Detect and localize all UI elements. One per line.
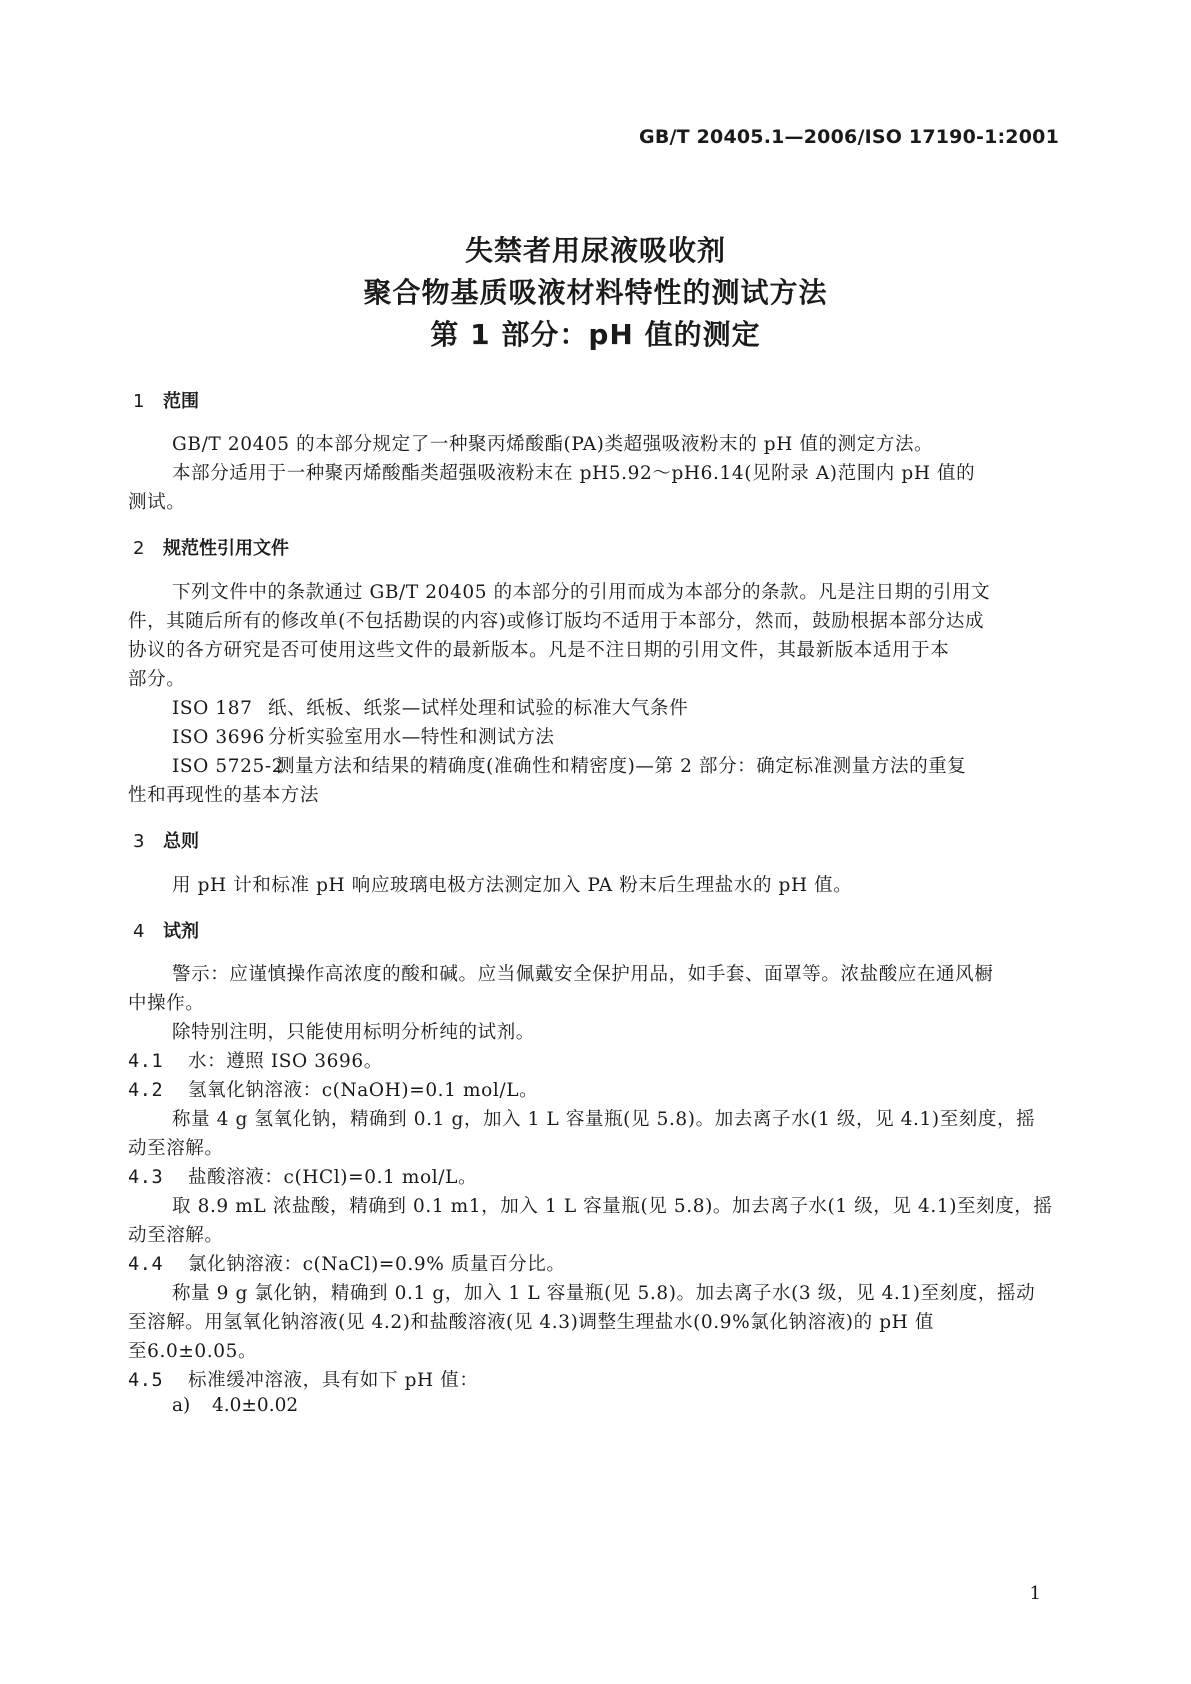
section-title: 总则: [163, 831, 199, 852]
subsection-text: 氢氧化钠溶液：c(NaOH)=0.1 mol/L。: [188, 1080, 539, 1101]
paragraph-line: 性和再现性的基本方法: [128, 785, 320, 806]
paragraph-line: 测试。: [128, 492, 186, 513]
title-line-3: 第 1 部分：pH 值的测定: [430, 318, 761, 351]
reference-code: ISO 3696: [172, 727, 265, 748]
paragraph-line: 至溶解。用氢氧化钠溶液(见 4.2)和盐酸溶液(见 4.3)调整生理盐水(0.9%氯化钠溶液)的 pH 值: [128, 1312, 934, 1333]
paragraph-line: 动至溶解。: [128, 1225, 224, 1246]
title-line-1: 失禁者用尿液吸收剂: [464, 234, 726, 267]
section-title: 范围: [163, 391, 199, 412]
subsection-4-3: [128, 1163, 477, 1189]
paragraph-line: 称量 4 g 氢氧化钠，精确到 0.1 g，加入 1 L 容量瓶(见 5.8)。加去离子水(1 级，见 4.1)至刻度，摇: [172, 1109, 1036, 1130]
reference-item: [172, 694, 688, 720]
reference-code: ISO 187: [172, 698, 253, 719]
section-1-heading: [133, 387, 199, 413]
paragraph-line: 本部分适用于一种聚丙烯酸酯类超强吸液粉末在 pH5.92～pH6.14(见附录 A)范围内 pH 值的: [172, 463, 976, 484]
reference-item: [172, 723, 555, 749]
reference-title: 测量方法和结果的精确度(准确性和精密度)—第 2 部分：确定标准测量方法的重复: [276, 756, 967, 777]
section-number: 3: [133, 831, 145, 852]
reference-title: 分析实验室用水—特性和测试方法: [268, 727, 555, 748]
page-number: 1: [1029, 1583, 1041, 1604]
paragraph-line: 称量 9 g 氯化钠，精确到 0.1 g，加入 1 L 容量瓶(见 5.8)。加去离子水(3 级，见 4.1)至刻度，摇动: [172, 1283, 1036, 1304]
reference-code: ISO 5725-2: [172, 756, 285, 777]
section-number: 2: [133, 538, 145, 559]
subsection-4-2: [128, 1076, 538, 1102]
section-4-heading: [133, 917, 199, 943]
paragraph-line: 至6.0±0.05。: [128, 1341, 258, 1362]
subsection-4-1: [128, 1047, 383, 1073]
paragraph-line: 下列文件中的条款通过 GB/T 20405 的本部分的引用而成为本部分的条款。凡是注日期的引用文: [172, 582, 991, 603]
section-number: 4: [133, 921, 145, 942]
paragraph-line: GB/T 20405 的本部分规定了一种聚丙烯酸酯(PA)类超强吸液粉末的 pH 值的测定方法。: [172, 434, 934, 455]
subsection-4-5: [128, 1366, 478, 1392]
paragraph-line: 部分。: [128, 669, 186, 690]
reference-title: 纸、纸板、纸浆—试样处理和试验的标准大气条件: [268, 698, 689, 719]
section-title: 试剂: [163, 921, 199, 942]
warning-line: 中操作。: [128, 993, 205, 1014]
reference-item: [172, 752, 966, 778]
paragraph-line: 动至溶解。: [128, 1138, 224, 1159]
paragraph-line: 用 pH 计和标准 pH 响应玻璃电极方法测定加入 PA 粉末后生理盐水的 pH 值。: [172, 875, 853, 896]
subsection-number: 4.4: [128, 1254, 164, 1275]
section-2-heading: [133, 534, 289, 560]
list-item-label: a): [172, 1395, 191, 1416]
subsection-number: 4.2: [128, 1080, 164, 1101]
standard-code: GB/T 20405.1—2006/ISO 17190-1:2001: [639, 126, 1059, 148]
paragraph-line: 件，其随后所有的修改单(不包括勘误的内容)或修订版均不适用于本部分，然而，鼓励根据本部分达成: [128, 611, 985, 632]
subsection-4-4: [128, 1250, 565, 1276]
list-item-text: 4.0±0.02: [212, 1395, 299, 1416]
subsection-number: 4.1: [128, 1051, 164, 1072]
paragraph-line: 除特别注明，只能使用标明分析纯的试剂。: [172, 1022, 535, 1043]
subsection-number: 4.3: [128, 1167, 164, 1188]
subsection-text: 水：遵照 ISO 3696。: [188, 1051, 383, 1072]
subsection-number: 4.5: [128, 1370, 164, 1391]
section-title: 规范性引用文件: [163, 538, 289, 559]
section-3-heading: [133, 827, 199, 853]
subsection-text: 标准缓冲溶液，具有如下 pH 值：: [188, 1370, 479, 1391]
paragraph-line: 协议的各方研究是否可使用这些文件的最新版本。凡是不注日期的引用文件，其最新版本适用于本: [128, 640, 950, 661]
section-number: 1: [133, 391, 145, 412]
list-item: [172, 1395, 298, 1416]
paragraph-line: 取 8.9 mL 浓盐酸，精确到 0.1 m1，加入 1 L 容量瓶(见 5.8)。加去离子水(1 级，见 4.1)至刻度，摇: [172, 1196, 1053, 1217]
warning-line: 警示：应谨慎操作高浓度的酸和碱。应当佩戴安全保护用品，如手套、面罩等。浓盐酸应在通风橱: [172, 964, 994, 985]
title-line-2: 聚合物基质吸液材料特性的测试方法: [363, 276, 828, 309]
subsection-text: 盐酸溶液：c(HCl)=0.1 mol/L。: [188, 1167, 478, 1188]
subsection-text: 氯化钠溶液：c(NaCl)=0.9% 质量百分比。: [188, 1254, 566, 1275]
